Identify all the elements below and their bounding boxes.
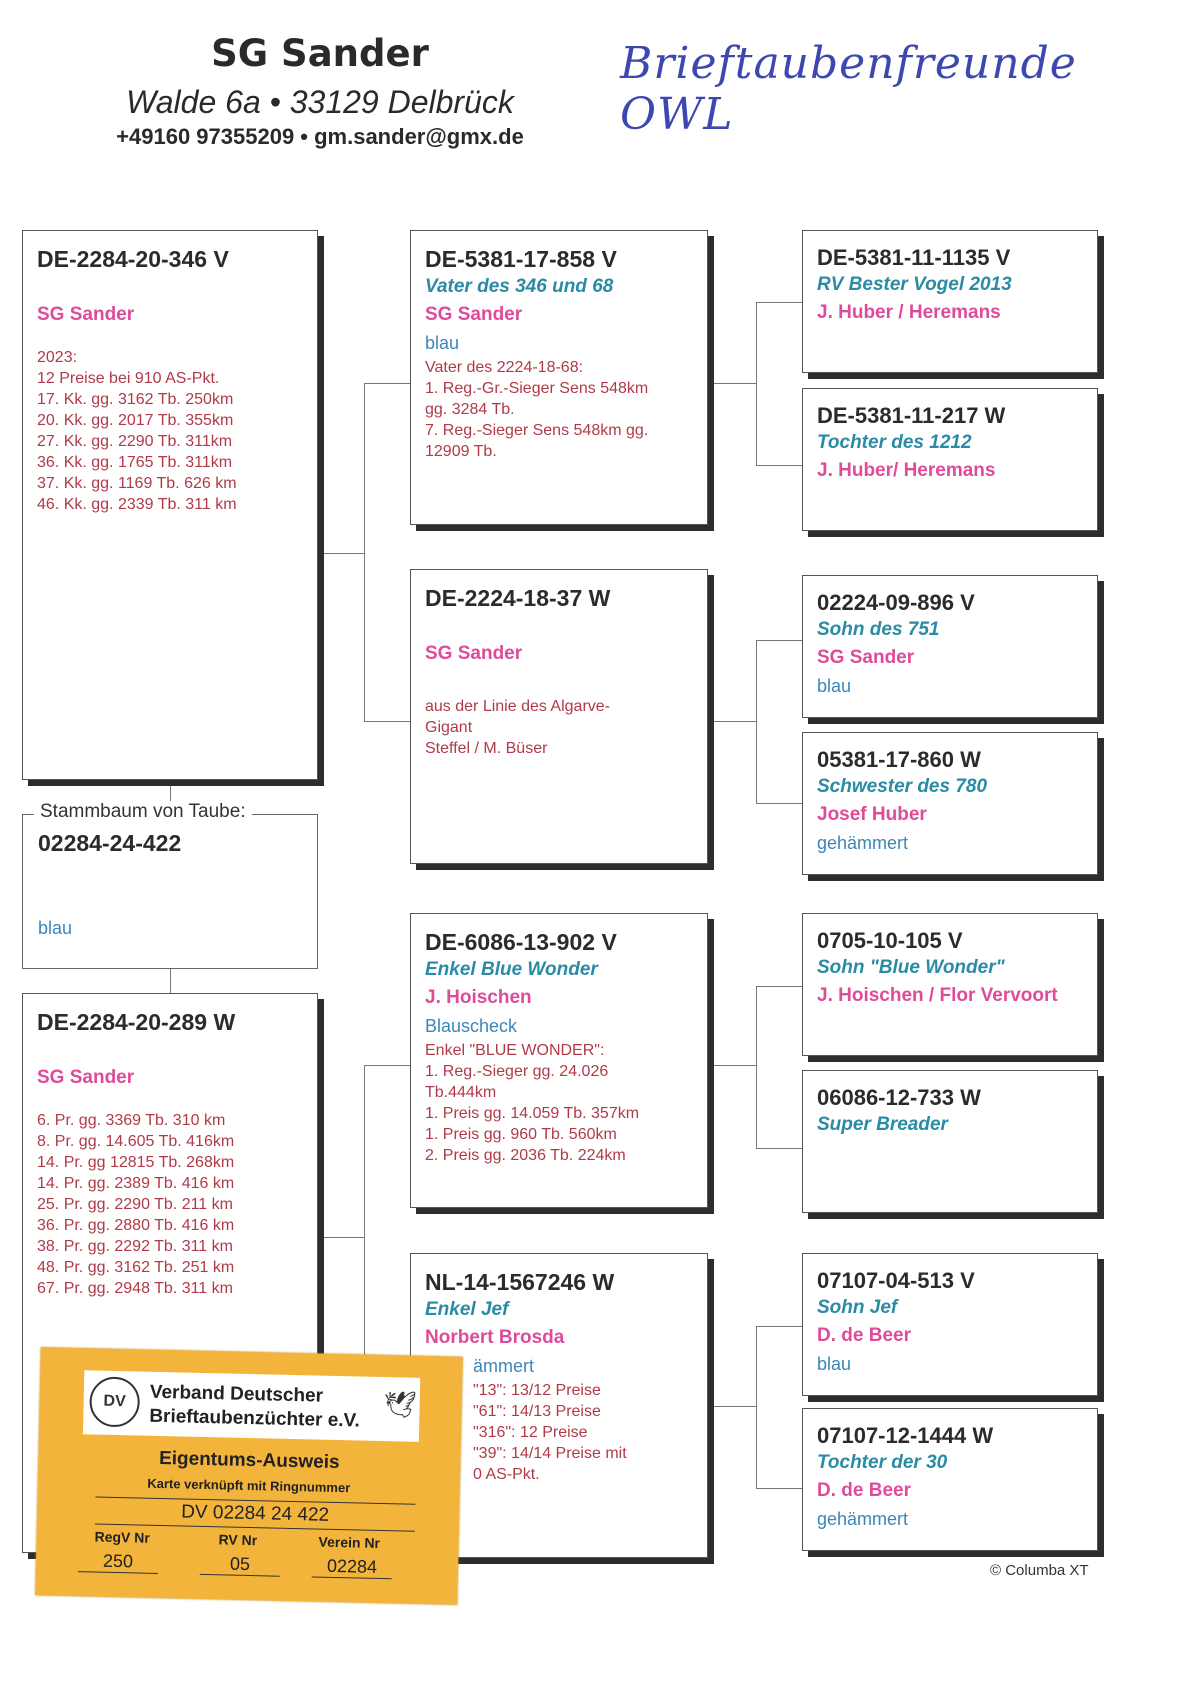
grandparent-owner: Norbert Brosda (425, 1327, 565, 1348)
father-ring: DE-2284-20-346 V (37, 246, 229, 272)
connector (756, 1326, 757, 1488)
grandparent-relation: Enkel Blue Wonder (425, 959, 598, 980)
great-grandparent-box (802, 230, 1098, 373)
ggp-color: gehämmert (817, 1509, 909, 1529)
ggp-ring: DE-5381-11-1135 V (817, 245, 1011, 270)
father-notes: 2023: 12 Preise bei 910 AS-Pkt. 17. Kk. gg. 3162 Tb. 250km 20. Kk. gg. 2017 Tb. 355km 27. Kk. gg. 2290 Tb. 311km 36. Kk. gg. 1765 Tb. 311km 37. Kk. gg. 1169 Tb. 626 km 46. Kk. gg. 2339 Tb. 311 km (37, 349, 237, 513)
grandparent-color: Blauscheck (425, 1016, 518, 1036)
mother-owner: SG Sander (37, 1067, 135, 1088)
grandparent-notes: Enkel "BLUE WONDER": 1. Reg.-Sieger gg. 24.026 Tb.444km 1. Preis gg. 14.059 Tb. 357km 1. Preis gg. 960 Tb. 560km 2. Preis gg. 2036 Tb. 224km (425, 1042, 640, 1164)
regv-label: RegV Nr (94, 1528, 150, 1546)
ownership-card (35, 1347, 463, 1605)
regv-value: 250 (78, 1550, 158, 1574)
ggp-relation: Sohn "Blue Wonder" (817, 957, 1005, 978)
connector (364, 383, 365, 721)
card-subtitle: Karte verknüpft mit Ringnummer (147, 1475, 351, 1496)
connector (708, 1406, 756, 1407)
grandparent-owner: J. Hoischen (425, 987, 532, 1008)
copyright: © Columba XT (990, 1562, 1089, 1579)
grandparent-box (410, 569, 708, 864)
grandparent-box (410, 913, 708, 1208)
handwritten-note: Brieftaubenfreunde OWL (620, 38, 1077, 140)
grandparent-notes: aus der Linie des Algarve- Gigant Steffel / M. Büser (425, 698, 610, 757)
connector (756, 986, 802, 987)
ggp-ring: 05381-17-860 W (817, 747, 981, 772)
grandparent-ring: NL-14-1567246 W (425, 1269, 615, 1295)
breeder-address: Walde 6a • 33129 Delbrück (126, 84, 514, 120)
connector (708, 721, 756, 722)
mother-ring: DE-2284-20-289 W (37, 1009, 236, 1035)
ggp-relation: Sohn des 751 (817, 619, 940, 640)
breeder-name: SG Sander (211, 32, 429, 75)
connector (364, 383, 410, 384)
grandparent-notes: "13": 13/12 Preise "61": 14/13 Preise "316": 12 Preise "39": 14/14 Preise mit 0 AS-Pkt. (473, 1382, 627, 1483)
connector (756, 302, 757, 465)
card-title: Eigentums-Ausweis (158, 1447, 340, 1474)
ggp-relation: Tochter des 1212 (817, 432, 972, 453)
great-grandparent-box (802, 575, 1098, 718)
great-grandparent-box (802, 913, 1098, 1056)
rv-value: 05 (200, 1553, 280, 1577)
connector (756, 465, 802, 466)
ggp-color: blau (817, 1354, 852, 1374)
connector (756, 803, 802, 804)
grandparent-ring: DE-6086-13-902 V (425, 929, 617, 955)
grandparent-ring: DE-5381-17-858 V (425, 246, 617, 272)
ggp-owner: D. de Beer (817, 1480, 911, 1501)
breeder-contact: +49160 97355209 • gm.sander@gmx.de (116, 124, 524, 149)
mother-notes: 6. Pr. gg. 3369 Tb. 310 km 8. Pr. gg. 14.605 Tb. 416km 14. Pr. gg 12815 Tb. 268km 14. Pr. gg. 2389 Tb. 416 km 25. Pr. gg. 2290 Tb. 211 km 36. Pr. gg. 2880 Tb. 416 km 38. Pr. gg. 2292 Tb. 311 km 48. Pr. gg. 3162 Tb. 251 km 67. Pr. gg. 2948 Tb. 311 km (37, 1112, 235, 1297)
connector (756, 1148, 802, 1149)
grandparent-relation: Enkel Jef (425, 1299, 509, 1320)
ggp-relation: Schwester des 780 (817, 776, 988, 797)
verein-label: Verein Nr (318, 1533, 381, 1551)
grandparent-relation: Vater des 346 und 68 (425, 276, 614, 297)
connector (756, 640, 757, 803)
connector (756, 640, 802, 641)
association-logo: DV (89, 1376, 140, 1427)
ggp-ring: DE-5381-11-217 W (817, 403, 1006, 428)
connector (324, 1237, 364, 1238)
card-number: DV 02284 24 422 (95, 1497, 416, 1532)
great-grandparent-box (802, 1070, 1098, 1213)
great-grandparent-box (802, 732, 1098, 875)
father-owner: SG Sander (37, 304, 135, 325)
father-box (22, 230, 318, 780)
ggp-owner: Josef Huber (817, 804, 927, 825)
ggp-owner: J. Huber / Heremans (817, 302, 1001, 323)
ggp-ring: 06086-12-733 W (817, 1085, 981, 1110)
grandparent-owner: SG Sander (425, 643, 523, 664)
rv-label: RV Nr (218, 1531, 258, 1549)
ggp-ring: 07107-12-1444 W (817, 1423, 994, 1448)
great-grandparent-box (802, 388, 1098, 531)
grandparent-ring: DE-2224-18-37 W (425, 585, 611, 611)
grandparent-notes: Vater des 2224-18-68: 1. Reg.-Gr.-Sieger Sens 548km gg. 3284 Tb. 7. Reg.-Sieger Sens 548km gg. 12909 Tb. (425, 359, 649, 460)
card-org-line2: Brieftaubenzüchter e.V. (149, 1405, 360, 1432)
ggp-owner: D. de Beer (817, 1325, 911, 1346)
grandparent-box (410, 230, 708, 525)
ggp-owner: SG Sander (817, 647, 915, 668)
verein-value: 02284 (312, 1555, 392, 1579)
grandparent-color: blau (425, 333, 460, 353)
connector (324, 553, 364, 554)
ggp-relation: RV Bester Vogel 2013 (817, 274, 1012, 295)
connector (708, 1065, 756, 1066)
connector (364, 1065, 410, 1066)
subject-color: blau (38, 918, 73, 938)
connector (756, 1326, 802, 1327)
connector (708, 383, 756, 384)
great-grandparent-box (802, 1408, 1098, 1551)
ggp-color: blau (817, 676, 852, 696)
ggp-relation: Sohn Jef (817, 1297, 898, 1318)
subject-ring: 02284-24-422 (38, 830, 182, 856)
ggp-color: gehämmert (817, 833, 909, 853)
connector (756, 1488, 802, 1489)
connector (756, 986, 757, 1148)
connector (756, 302, 802, 303)
ggp-ring: 02224-09-896 V (817, 590, 975, 615)
ggp-owner: J. Huber/ Heremans (817, 460, 996, 481)
ggp-relation: Super Breader (817, 1114, 948, 1135)
pigeon-icon: 🕊 (383, 1389, 418, 1420)
card-org-line1: Verband Deutscher (149, 1381, 324, 1407)
ggp-ring: 07107-04-513 V (817, 1268, 975, 1293)
ggp-owner: J. Hoischen / Flor Vervoort (817, 985, 1058, 1006)
grandparent-owner: SG Sander (425, 304, 523, 325)
ggp-relation: Tochter der 30 (817, 1452, 948, 1473)
great-grandparent-box (802, 1253, 1098, 1396)
grandparent-color: ämmert (473, 1356, 535, 1376)
ggp-ring: 0705-10-105 V (817, 928, 963, 953)
connector (170, 969, 171, 993)
connector (364, 721, 410, 722)
card-header (83, 1370, 420, 1442)
pedigree-label: Stammbaum von Taube: (34, 801, 252, 823)
